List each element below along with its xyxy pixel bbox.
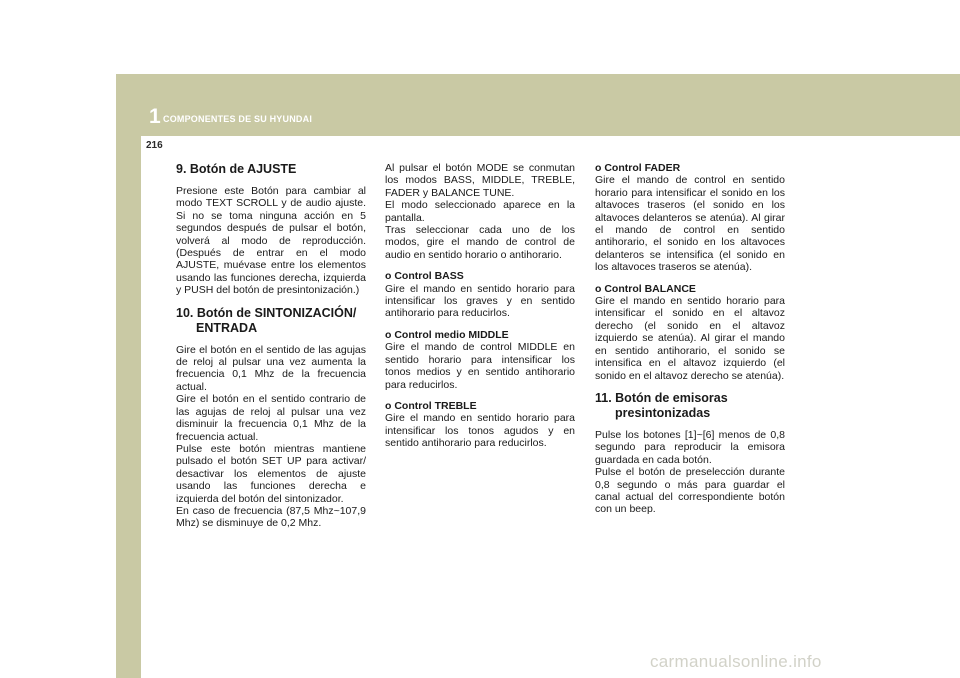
section-heading-sintonizacion: 10. Botón de SINTONIZACIÓN/ ENTRADA	[176, 305, 357, 335]
chapter-number: 1	[149, 105, 161, 128]
side-margin-band	[116, 136, 141, 678]
paragraph-sintonizacion-4: En caso de frecuencia (87,5 Mhz~107,9 Mhz) se disminuye de 0,2 Mhz.	[176, 504, 366, 530]
paragraph-ajuste: Presione este Botón para cambiar al modo TEXT SCROLL y de audio ajuste. Si no se toma ninguna acción en 5 segundos después de pulsar el botón, volverá al modo de reproducción. (Después de entrar en el modo AJUSTE, muévase entre los elementos usando las funciones derecha, izquierda y PUSH del botón de presintonización.)	[176, 185, 366, 297]
section-heading-presets: 11. Botón de emisoras presintonizadas	[595, 390, 728, 420]
section-sintonizacion-body	[176, 344, 366, 530]
page-number: 216	[146, 140, 163, 151]
section-bass	[385, 270, 575, 320]
paragraph-balance: Gire el mando en sentido horario para intensificar el sonido en el altavoz derecho (el sonido en el altavoz izquierdo se atenúa). Al girar el mando en sentido antihorario, el sonido se intensifica en el altavoz izquierdo (el sonido en el altavoz derecho se atenúa).	[595, 295, 785, 382]
section-balance	[595, 283, 785, 382]
paragraph-bass: Gire el mando en sentido horario para intensificar los graves y en sentido antihorario para reducirlos.	[385, 282, 575, 320]
paragraph-sintonizacion-3: Pulse este botón mientras mantiene pulsado el botón SET UP para activar/ desactivar los elementos de ajuste usando las funciones derecha e izquierda del botón del sintonizador.	[176, 442, 366, 505]
subheading-treble: o Control TREBLE	[385, 399, 477, 412]
watermark: carmanualsonline.info	[650, 652, 822, 671]
section-treble	[385, 400, 575, 450]
paragraph-presets-1: Pulse los botones [1]~[6] menos de 0,8 segundo para reproducir la emisora guardada en cada botón.	[595, 428, 785, 466]
paragraph-middle: Gire el mando de control MIDDLE en sentido horario para intensificar los tonos medios y en sentido antihorario para reducirlos.	[385, 341, 575, 391]
column-right	[595, 162, 785, 525]
paragraph-sintonizacion-1: Gire el botón en el sentido de las agujas de reloj al pulsar una vez aumenta la frecuencia 0,1 Mhz de la frecuencia actual.	[176, 343, 366, 393]
paragraph-mode-3: Tras seleccionar cada uno de los modos, gire el mando de control de audio en sentido horario o antihorario.	[385, 224, 575, 261]
section-fader	[595, 162, 785, 274]
section-presets-body	[595, 429, 785, 516]
column-middle	[385, 162, 575, 459]
paragraph-mode-1: Al pulsar el botón MODE se conmutan los modos BASS, MIDDLE, TREBLE, FADER y BALANCE TUNE.	[385, 162, 575, 199]
header-band	[116, 74, 960, 136]
column-left	[176, 162, 366, 539]
section-mode	[385, 162, 575, 261]
subheading-bass: o Control BASS	[385, 270, 464, 283]
paragraph-treble: Gire el mando en sentido horario para intensificar los tonos agudos y en sentido antihorario para reducirlos.	[385, 412, 575, 450]
paragraph-mode-2: El modo seleccionado aparece en la pantalla.	[385, 199, 575, 224]
section-middle	[385, 329, 575, 391]
section-heading-ajuste: 9. Botón de AJUSTE	[176, 162, 297, 176]
subheading-balance: o Control BALANCE	[595, 282, 696, 295]
paragraph-sintonizacion-2: Gire el botón en el sentido contrario de las agujas de reloj al pulsar una vez disminuir la frecuencia 0,1 Mhz de la frecuencia actual.	[176, 393, 366, 443]
paragraph-presets-2: Pulse el botón de preselección durante 0,8 segundo o más para guardar el canal actual del correspondiente botón con un beep.	[595, 466, 785, 516]
subheading-middle: o Control medio MIDDLE	[385, 328, 509, 341]
subheading-fader: o Control FADER	[595, 162, 681, 174]
paragraph-fader: Gire el mando de control en sentido horario para intensificar el sonido en los altavoces traseros (el sonido en los altavoces delanteros se atenúa). Al girar el mando de control en sentido antihorario, el sonido en los altavoces delanteros se intensifica (el sonido en los altavoces traseros se atenúa).	[595, 174, 785, 274]
chapter-title: COMPONENTES DE SU HYUNDAI	[163, 114, 313, 124]
